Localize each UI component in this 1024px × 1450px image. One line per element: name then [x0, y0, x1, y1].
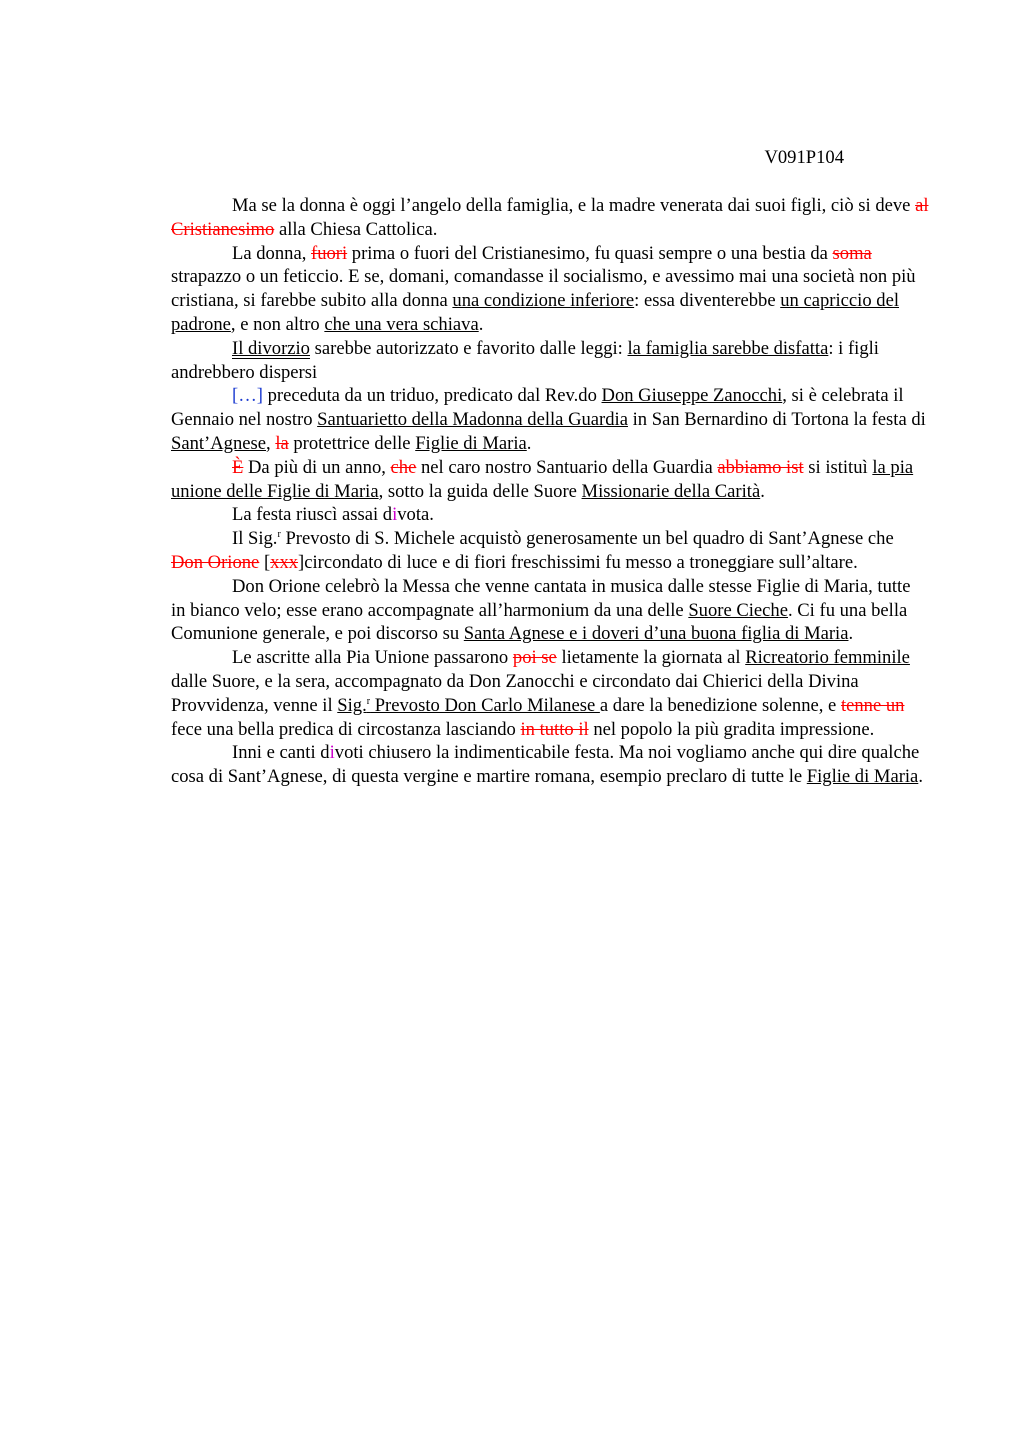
- text: .: [760, 480, 765, 502]
- text: si istituì: [803, 456, 873, 478]
- text: strapazzo o un feticcio. E se, domani, comandasse il socialismo, e avessimo mai una società non più cristiana, si farebbe subito alla donna: [171, 266, 916, 312]
- paragraph-7: [171, 527, 929, 575]
- text: preceduta da un triduo, predicato dal Rev.do: [262, 385, 602, 407]
- deleted-text: abbiamo ist: [717, 456, 804, 478]
- underlined-text: Suore Cieche: [688, 599, 788, 621]
- text: fece una bella predica di circostanza lasciando: [171, 718, 521, 740]
- text: prima o fuori del Cristianesimo, fu quasi sempre o una bestia da: [347, 242, 833, 264]
- underlined-text: Ricreatorio femminile: [745, 647, 910, 669]
- text: La donna,: [232, 242, 311, 264]
- paragraph-3: [171, 337, 929, 385]
- text: .: [848, 623, 854, 645]
- text: ]circondato di luce e di fiori freschissimi fu messo a troneggiare sull’altare.: [298, 551, 858, 573]
- text: , sotto la guida delle Suore: [378, 480, 582, 502]
- deleted-text: poi se: [512, 647, 557, 669]
- underlined-text: [337, 695, 600, 716]
- deleted-text: È: [232, 456, 244, 478]
- paragraph-1: [171, 194, 929, 242]
- underlined-text: Sant’Agnese: [171, 432, 267, 454]
- text: vota.: [397, 504, 434, 526]
- underlined-text: Missionarie della Carità: [581, 480, 761, 502]
- deleted-text: xxx: [270, 551, 299, 573]
- underlined-text: Santa Agnese e i doveri d’una buona figlia di Maria: [463, 623, 849, 645]
- text: .: [526, 432, 532, 454]
- inserted-text: i: [392, 504, 398, 526]
- superscript: r: [366, 695, 371, 707]
- paragraph-2: [171, 242, 929, 337]
- text: [: [259, 551, 271, 573]
- text: voti chiusero la indimenticabile festa. Ma noi vogliamo anche qui dire qualche cosa di Sant’Agnese, di questa vergine e martire romana, esempio preclaro di tutte le: [171, 742, 920, 788]
- text: La festa riuscì assai d: [232, 504, 393, 526]
- ellipsis-bracket: […]: [232, 385, 263, 407]
- text: Don Orione celebrò la Messa che venne cantata in musica dalle stesse Figlie di Maria, tutte in bianco velo; esse erano accompagnate all’harmonium da una delle: [171, 575, 911, 621]
- deleted-text: in tutto il: [520, 718, 589, 740]
- paragraph-8: [171, 575, 929, 646]
- deleted-text: la: [275, 432, 289, 454]
- text: Le ascritte alla Pia Unione passarono: [232, 647, 513, 669]
- text: sarebbe autorizzato e favorito dalle leggi:: [309, 337, 628, 359]
- underlined-text: Figlie di Maria: [415, 432, 527, 454]
- text: lietamente la giornata al: [556, 647, 746, 669]
- text: nel caro nostro Santuario della Guardia: [416, 456, 718, 478]
- underlined-text: Figlie di Maria: [806, 766, 919, 788]
- paragraph-4: [171, 384, 929, 455]
- document-body: [171, 194, 929, 789]
- text: protettrice delle: [288, 432, 416, 454]
- deleted-text: che: [390, 456, 417, 478]
- underlined-text: Santuarietto della Madonna della Guardia: [317, 409, 628, 431]
- text: Prevosto di S. Michele acquistò generosamente un bel quadro di Sant’Agnese che: [280, 528, 894, 550]
- page-id: V091P104: [764, 147, 844, 168]
- text: in San Bernardino di Tortona la festa di: [627, 409, 926, 431]
- paragraph-10: [171, 741, 929, 789]
- deleted-text: al Cristianesimo: [171, 195, 929, 240]
- text: Da più di un anno,: [243, 456, 391, 478]
- underlined-text: che una vera schiava: [324, 313, 479, 335]
- underlined-text: la pia unione delle Figlie di Maria: [171, 456, 914, 502]
- text: alla Chiesa Cattolica.: [274, 218, 438, 240]
- inserted-text: i: [329, 742, 335, 764]
- text: . Ci fu una bella Comunione generale, e poi discorso su: [171, 599, 908, 645]
- text: Prevosto Don Carlo Milanese: [370, 694, 600, 716]
- text: , e non altro: [230, 313, 325, 335]
- underlined-text: una condizione inferiore: [452, 290, 635, 312]
- text: Inni e canti d: [232, 742, 330, 764]
- deleted-text: tenne un: [840, 694, 905, 716]
- text: , si è celebrata il Gennaio nel nostro: [171, 385, 904, 431]
- underlined-text: un capriccio del padrone: [171, 290, 899, 335]
- deleted-text: soma: [832, 242, 872, 264]
- text: Ma se la donna è oggi l’angelo della famiglia, e la madre venerata dai suoi figli, ciò si deve: [232, 195, 916, 216]
- paragraph-5: [171, 456, 929, 504]
- text: : essa diventerebbe: [634, 290, 781, 312]
- deleted-text: Don Orione: [171, 551, 260, 573]
- deleted-text: fuori: [311, 242, 348, 264]
- underlined-text: la famiglia sarebbe disfatta: [627, 337, 829, 359]
- double-underlined-text: Il divorzio: [232, 337, 310, 359]
- paragraph-9: [171, 646, 929, 741]
- text: : i figli andrebbero dispersi: [171, 337, 879, 383]
- superscript: r: [277, 529, 281, 541]
- text: ,: [266, 432, 276, 454]
- underlined-text: Don Giuseppe Zanocchi: [601, 385, 783, 407]
- text: .: [478, 313, 484, 335]
- text: dalle Suore, e la sera, accompagnato da Don Zanocchi e circondato dai Chierici della Divina Provvidenza, venne il: [171, 670, 859, 716]
- text: nel popolo la più gradita impressione.: [588, 718, 875, 740]
- text: Sig.: [337, 694, 367, 716]
- paragraph-6: [171, 503, 929, 527]
- text: .: [918, 766, 923, 788]
- text: a dare la benedizione solenne, e: [599, 694, 841, 716]
- text: Il Sig.: [232, 528, 278, 550]
